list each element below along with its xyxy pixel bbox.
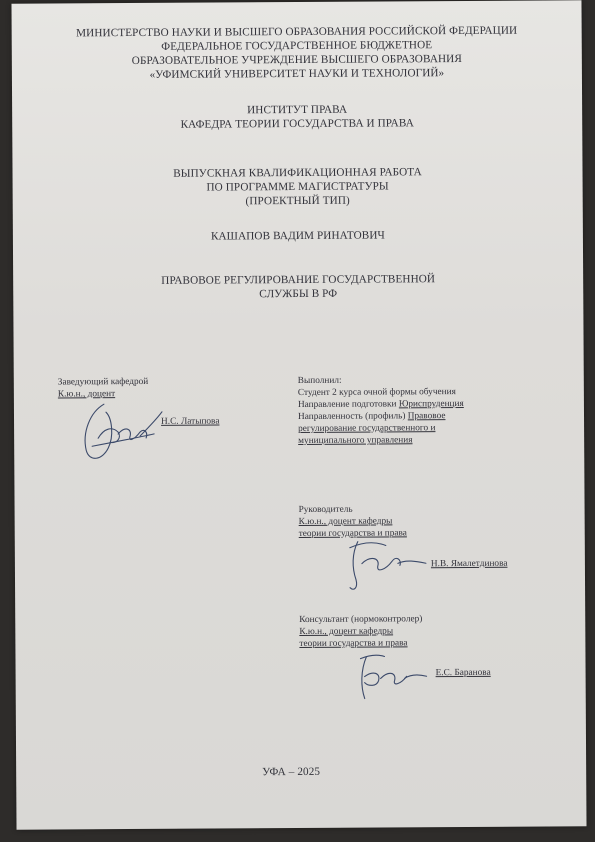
- consultant-signature: [350, 646, 430, 706]
- topic-line-2: СЛУЖБЫ В РФ: [259, 287, 338, 301]
- university-type-line-2: ОБРАЗОВАТЕЛЬНОЕ УЧРЕЖДЕНИЕ ВЫСШЕГО ОБРАЗОВАНИЯ: [131, 52, 462, 68]
- university-name: «УФИМСКИЙ УНИВЕРСИТЕТ НАУКИ И ТЕХНОЛОГИЙ»: [149, 67, 445, 81]
- supervisor-degree-1: К.ю.н., доцент кафедры: [298, 516, 393, 528]
- consultant-degree-2: теории государства и права: [299, 638, 408, 650]
- student-info: Студент 2 курса очной формы обучения: [297, 387, 456, 399]
- performed-title: Выполнил:: [297, 375, 342, 387]
- university-type-line-1: ФЕДЕРАЛЬНОЕ ГОСУДАРСТВЕННОЕ БЮДЖЕТНОЕ: [161, 39, 433, 53]
- city-year: УФА – 2025: [262, 765, 321, 779]
- consultant-title: Консультант (нормоконтролер): [299, 614, 423, 626]
- head-of-department-title: Заведующий кафедрой: [57, 376, 149, 388]
- profile-value-2: регулирование государственного и: [298, 423, 436, 435]
- supervisor-degree-2: теории государства и права: [298, 528, 407, 540]
- ministry-line: МИНИСТЕРСТВО НАУКИ И ВЫСШЕГО ОБРАЗОВАНИЯ РОССИЙСКОЙ ФЕДЕРАЦИИ: [76, 24, 518, 40]
- profile-line: [298, 411, 446, 424]
- consultant-degree-1: К.ю.н., доцент кафедры: [299, 626, 394, 638]
- author-name: КАШАПОВ ВАДИМ РИНАТОВИЧ: [210, 229, 385, 243]
- supervisor-signature: [340, 533, 430, 594]
- profile-value-3: муниципального управления: [298, 435, 413, 447]
- title-page: [11, 0, 586, 829]
- work-type-line-2: ПО ПРОГРАММЕ МАГИСТРАТУРЫ: [206, 180, 389, 194]
- head-of-department-name: Н.С. Латыпова: [161, 416, 220, 427]
- profile-value-1: Правовое: [407, 411, 446, 422]
- work-type-line-3: (ПРОЕКТНЫЙ ТИП): [245, 194, 350, 208]
- head-of-department-degree: К.ю.н., доцент: [57, 389, 116, 400]
- supervisor-name: Н.В. Ямалетдинова: [430, 558, 508, 570]
- direction-value: Юриспруденция: [398, 398, 464, 410]
- consultant-name: Е.С. Баранова: [435, 667, 491, 679]
- topic-line-1: ПРАВОВОЕ РЕГУЛИРОВАНИЕ ГОСУДАРСТВЕННОЙ: [161, 273, 436, 287]
- supervisor-title: Руководитель: [298, 504, 353, 516]
- profile-label: Направленность (профиль): [297, 411, 406, 423]
- head-of-department-signature: [74, 398, 169, 469]
- direction-line: [298, 399, 464, 412]
- department-name: КАФЕДРА ТЕОРИИ ГОСУДАРСТВА И ПРАВА: [180, 117, 414, 131]
- direction-label: Направление подготовки: [297, 399, 397, 411]
- work-type-line-1: ВЫПУСКНАЯ КВАЛИФИКАЦИОННАЯ РАБОТА: [173, 166, 422, 180]
- institute-name: ИНСТИТУТ ПРАВА: [247, 103, 348, 117]
